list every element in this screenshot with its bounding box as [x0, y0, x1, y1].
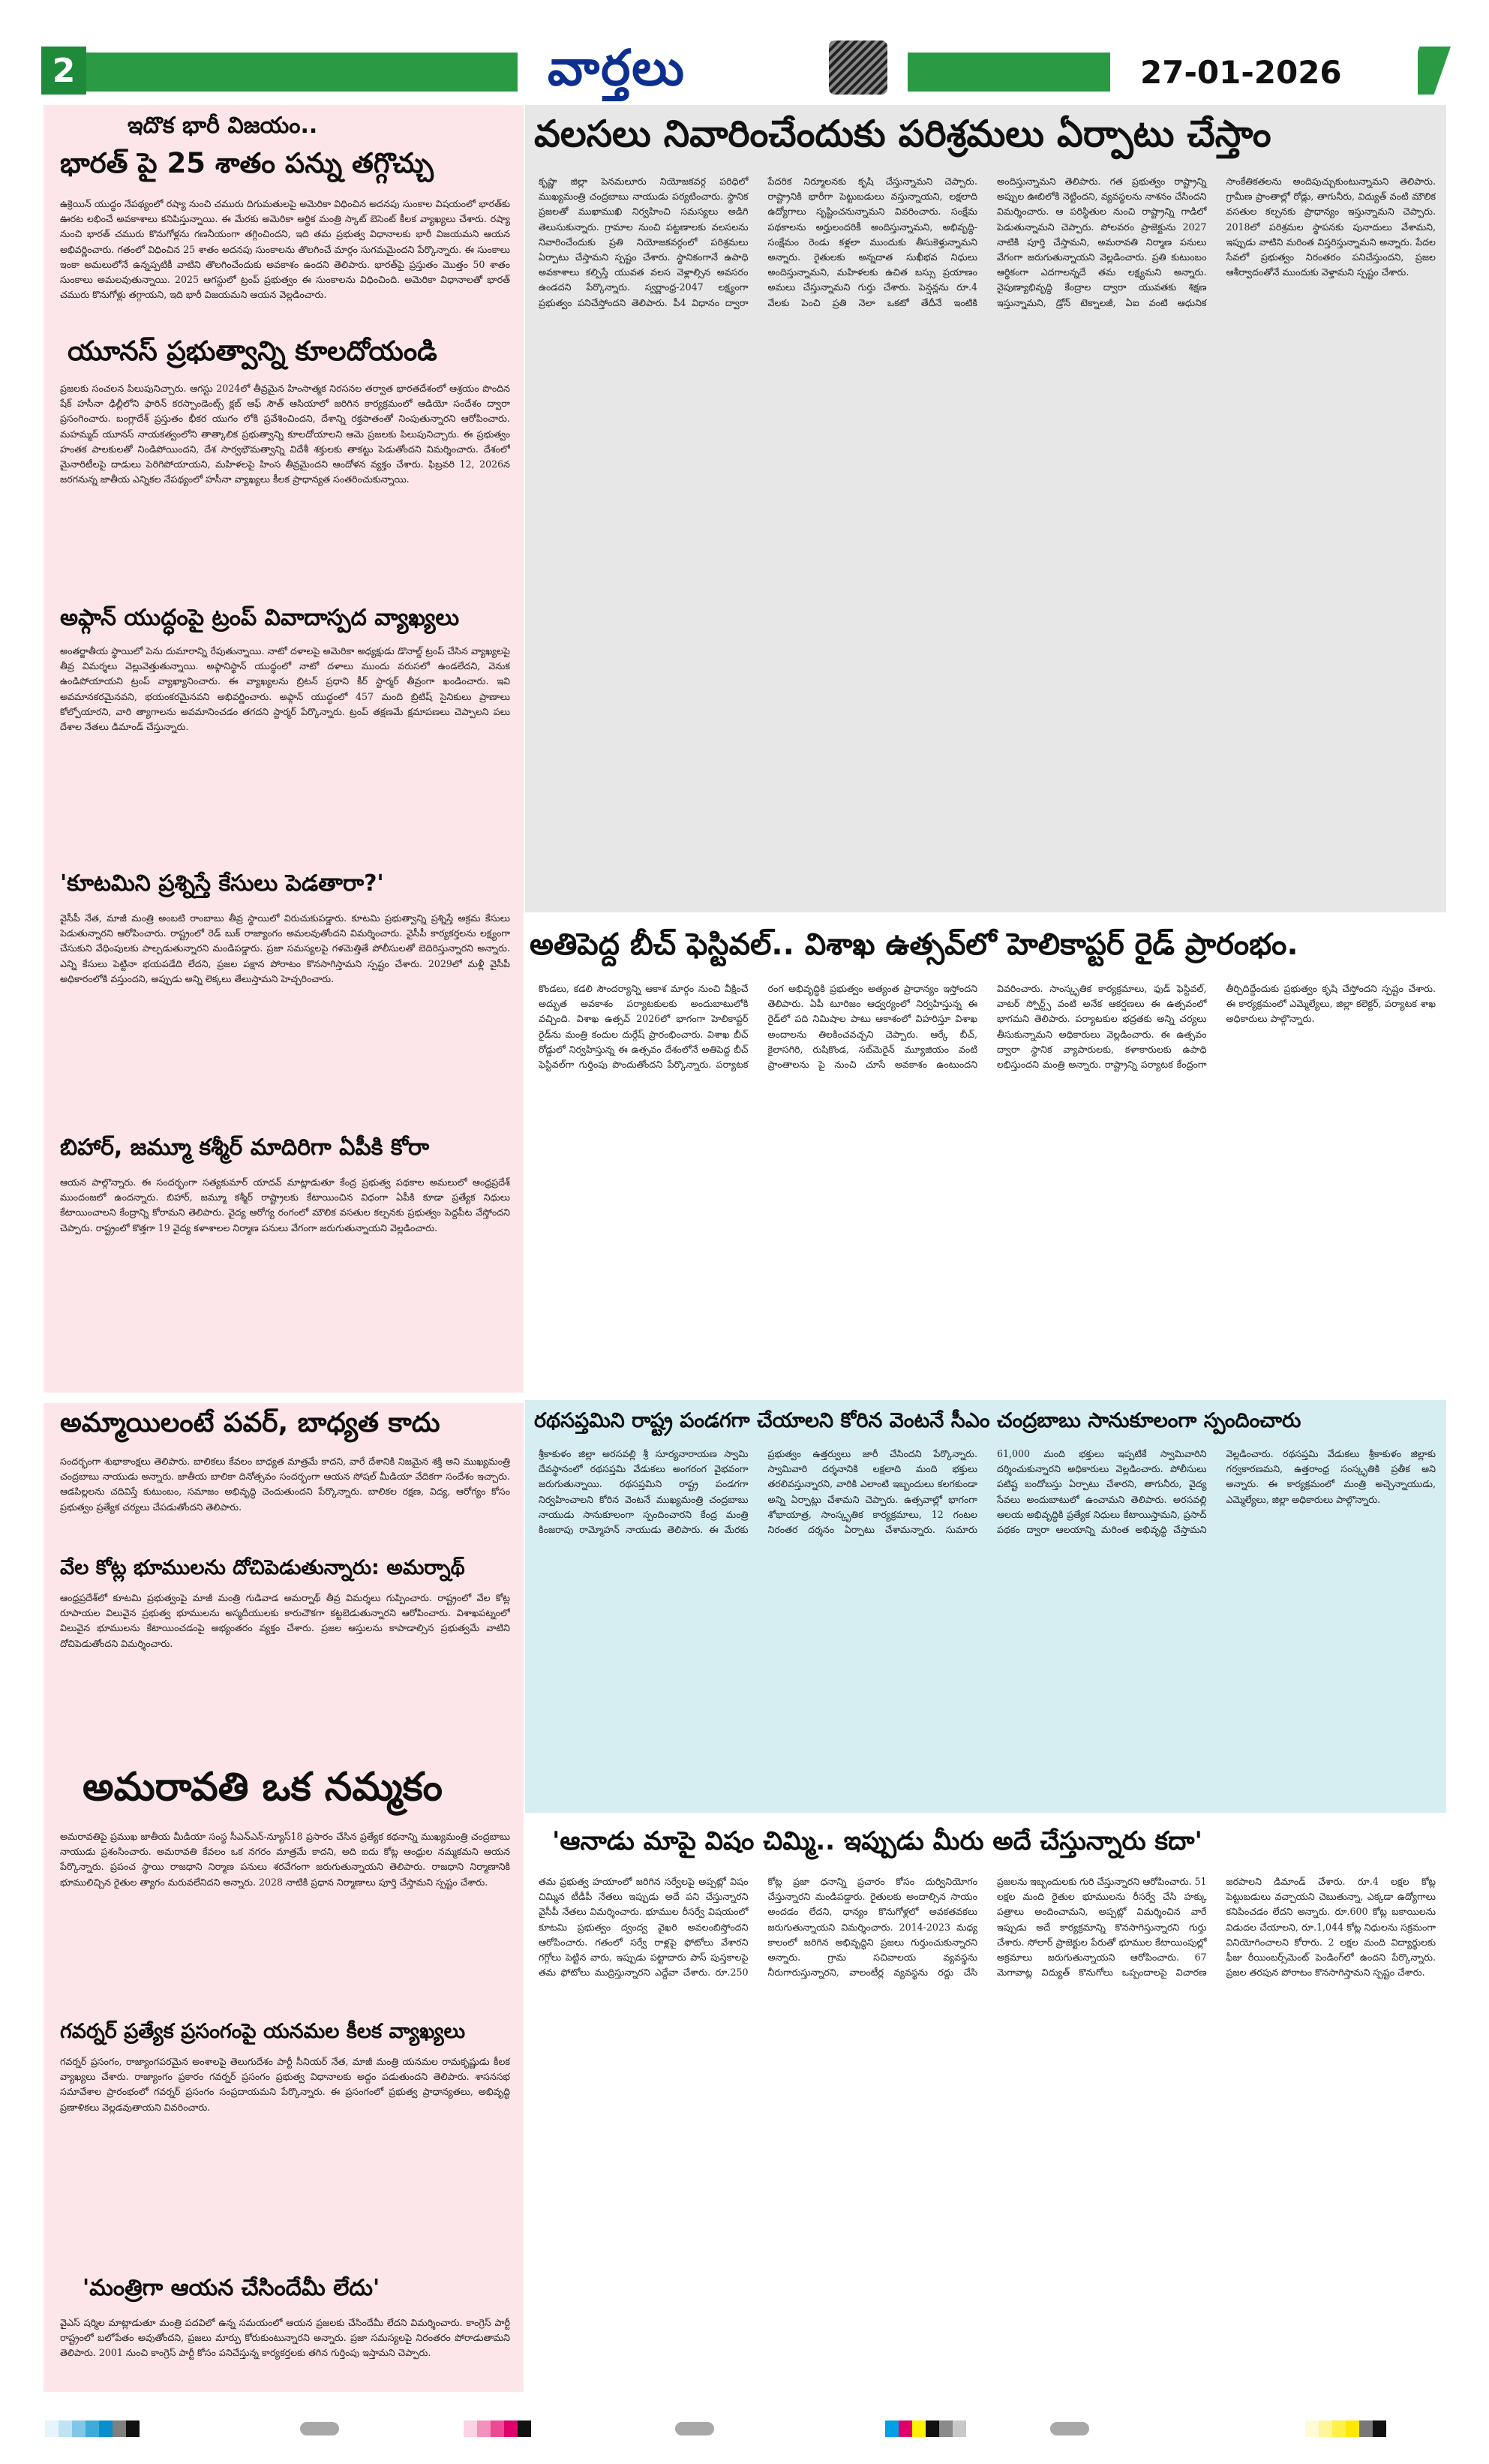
art6-body: సందర్భంగా శుభాకాంక్షలు తెలిపారు. బాలికలు కేవలం బాధ్యత మాత్రమే కాదని, వారే దేశానికి నిజమైన శక్తి అని ముఖ్యమంత్రి చంద్రబాబు నాయుడు అన్నారు. జాతీయ బాలికా దినోత్సవం సందర్భంగా ఆయన సోషల్ మీడియా వేదికగా సందేశం ఇచ్చారు. ఆడపిల్లలను చదివిస్తే కుటుంబం, సమాజం అభివృద్ధి చెందుతుందని పేర్కొన్నారు. బాలికల రక్షణ, విద్య, ఆరోగ్యం కోసం ప్రభుత్వం ప్రత్యేక చర్యలు చేపడుతోందని తెలిపారు. — [60, 1456, 510, 1513]
art8-body: అమరావతిపై ప్రముఖ జాతీయ మీడియా సంస్థ సీఎన్ఎన్-న్యూస్18 ప్రసారం చేసిన ప్రత్యేక కథనాన్ని ముఖ్యమంత్రి చంద్రబాబు నాయుడు ప్రశంసించారు. అమరావతి కేవలం ఒక నగరం మాత్రమే కాదని, అది ఐదు కోట్ల ఆంధ్రుల నమ్మకమని ఆయన పేర్కొన్నారు. ప్రపంచ స్థాయి రాజధాని నిర్మాణ పనులు శరవేగంగా జరుగుతున్నాయని తెలిపారు. రాజధాని నిర్మాణానికి భూములిచ్చిన రైతుల త్యాగం మరువలేనిదని అన్నారు. 2028 నాటికి ప్రధాన నిర్మాణాలు పూర్తి చేస్తామని స్పష్టం చేశారు. — [60, 1831, 510, 1888]
lead-body: కృష్ణా జిల్లా పెనమలూరు నియోజకవర్గ పరిధిలో ముఖ్యమంత్రి చంద్రబాబు నాయుడు పర్యటించారు. స్థానిక ప్రజలతో ముఖాముఖి నిర్వహించి సమస్యలు అడిగి తెలుసుకున్నారు. గ్రామాల నుంచి పట్టణాలకు వలసలను నివారించేందుకు ప్రతి నియోజకవర్గంలో పరిశ్రమలు ఏర్పాటు చేస్తామని స్పష్టం చేశారు. స్థానికంగానే ఉపాధి అవకాశాలు కల్పిస్తే యువత వలస వెళ్లాల్సిన అవసరం ఉండదని పేర్కొన్నారు. స్వర్ణాంధ్ర-2047 లక్ష్యంగా ప్రభుత్వం పనిచేస్తోందని తెలిపారు. పీ4 విధానం ద్వారా పేదరిక నిర్మూలనకు కృషి చేస్తున్నామని చెప్పారు. రాష్ట్రానికి భారీగా పెట్టుబడులు వస్తున్నాయని, లక్షలాది ఉద్యోగాలు సృష్టించనున్నామని వివరించారు. సంక్షేమ పథకాలను అర్హులందరికీ అందిస్తున్నామని, అభివృద్ధి-సంక్షేమం రెండు కళ్లలా ముందుకు తీసుకెళ్తున్నామని అన్నారు. రైతులకు అన్నదాత సుఖీభవ నిధులు అందిస్తున్నామని, మహిళలకు ఉచిత బస్సు ప్రయాణం అమలు చేస్తున్నామని గుర్తు చేశారు. పెన్షన్లను రూ.4 వేలకు పెంచి ప్రతి నెలా ఒకటో తేదీనే ఇంటికి అందిస్తున్నామని తెలిపారు. గత ప్రభుత్వం రాష్ట్రాన్ని అప్పుల ఊబిలోకి నెట్టిందని, వ్యవస్థలను నాశనం చేసిందని విమర్శించారు. ఆ పరిస్థితుల నుంచి రాష్ట్రాన్ని గాడిలో పెడుతున్నామని చెప్పారు. పోలవరం ప్రాజెక్టును 2027 నాటికి పూర్తి చేస్తామని, అమరావతి నిర్మాణ పనులు వేగంగా జరుగుతున్నాయని వెల్లడించారు. ప్రతి కుటుంబం ఆర్థికంగా ఎదగాలన్నదే తమ లక్ష్యమని అన్నారు. నైపుణ్యాభివృద్ధి కేంద్రాల ద్వారా యువతకు శిక్షణ ఇస్తున్నామని, డ్రోన్ టెక్నాలజీ, ఏఐ వంటి ఆధునిక సాంకేతికతలను అందిపుచ్చుకుంటున్నామని తెలిపారు. గ్రామీణ ప్రాంతాల్లో రోడ్లు, తాగునీరు, విద్యుత్ వంటి మౌలిక వసతుల కల్పనకు ప్రాధాన్యం ఇస్తున్నామని చెప్పారు. 2018లో పరిశ్రమల స్థాపనకు పునాదులు వేశామని, ఇప్పుడు వాటిని మరింత విస్తరిస్తున్నామని అన్నారు. పేదల సేవలో ప్రభుత్వం నిరంతరం పనిచేస్తుందని, ప్రజల ఆశీర్వాదంతోనే ముందుకు వెళ్తామని స్పష్టం చేశారు. — [539, 176, 1436, 308]
newspaper-logo: వార్తలు — [548, 39, 686, 97]
registration-mark — [1050, 2422, 1089, 2435]
art3-title: అఫ్గాన్ యుద్ధంపై ట్రంప్ వివాదాస్పద వ్యాఖ్యలు — [60, 605, 460, 631]
art7-body: ఆంధ్రప్రదేశ్‌లో కూటమి ప్రభుత్వంపై మాజీ మంత్రి గుడివాడ అమర్నాథ్ తీవ్ర విమర్శలు గుప్పించారు. రాష్ట్రంలో వేల కోట్ల రూపాయల విలువైన ప్రభుత్వ భూములను అస్మదీయులకు కారుచౌకగా కట్టబెడుతున్నారని ఆరోపించారు. విశాఖపట్నంలో విలువైన భూములను కేటాయించడంపై అభ్యంతరం వ్యక్తం చేశారు. ప్రజల ఆస్తులను కాపాడాల్సిన ప్రభుత్వమే వాటిని దోచిపెడుతోందని విమర్శించారు. — [60, 1592, 510, 1649]
registration-mark — [675, 2422, 714, 2435]
art9-title: గవర్నర్ ప్రత్యేక ప్రసంగంపై యనమల కీలక వ్యాఖ్యలు — [60, 2020, 466, 2043]
art5-title: బిహార్, జమ్మూ కశ్మీర్ మాదిరిగా ఏపీకి కోరా — [60, 1134, 430, 1161]
registration-mark — [300, 2422, 339, 2435]
art5-body: ఆయన పాల్గొన్నారు. ఈ సందర్భంగా సత్యకుమార్ యాదవ్ మాట్లాడుతూ కేంద్ర ప్రభుత్వ పథకాల అమలులో ఆంధ్రప్రదేశ్ ముందంజలో ఉందన్నారు. బిహార్, జమ్మూ కశ్మీర్ రాష్ట్రాలకు కేటాయించిన విధంగా ఏపీకి కూడా ప్రత్యేక నిధులు కేటాయించాలని కేంద్రాన్ని కోరామని తెలిపారు. వైద్య ఆరోగ్య రంగంలో మౌలిక వసతుల కల్పనకు ప్రభుత్వం పెద్దపీట వేస్తోందని చెప్పారు. రాష్ట్రంలో కొత్తగా 19 వైద్య కళాశాలల నిర్మాణ పనులు వేగంగా జరుగుతున్నాయని వెల్లడించారు. — [60, 1176, 510, 1234]
art1-kicker: ఇదొక భారీ విజయం.. — [128, 113, 318, 139]
art1-title: భారత్ పై 25 శాతం పన్ను తగ్గొచ్చు — [60, 147, 434, 179]
issue-date: 27-01-2026 — [1140, 54, 1342, 91]
art6-title: అమ్మాయిలంటే పవర్, బాధ్యత కాదు — [60, 1408, 440, 1438]
art2-body: ప్రజలకు సంచలన పిలుపునిచ్చారు. ఆగస్టు 2024లో తీవ్రమైన హింసాత్మక నిరసనల తర్వాత భారతదేశంలో ఆశ్రయం పొందిన షేక్ హసీనా ఢిల్లీలోని ఫారిన్ కరస్పాండెంట్స్ క్లబ్ ఆఫ్ సౌత్ ఆసియాలో జరిగిన కార్యక్రమంలో ఆడియో సందేశం ద్వారా ప్రసంగించారు. బంగ్లాదేశ్ ప్రస్తుతం భీకర యుగం లోకి ప్రవేశించిందని, దేశాన్ని రక్తపాతంతో నింపుతున్నారని ఆరోపించారు. మహమ్మద్ యూనస్ నాయకత్వంలోని తాత్కాలిక ప్రభుత్వాన్ని కూలదోయాలని ఆమె ప్రజలకు పిలుపునిచ్చారు. ఈ ప్రభుత్వం హంతక పాలకులతో నిండిపోయిందని, దేశ సార్వభౌమత్వాన్ని విదేశీ శక్తులకు తాకట్టు పెడుతోందని విమర్శించారు. దేశంలో మైనారిటీలపై దాడులు పెరిగిపోయాయని, మహిళలపై హింస తీవ్రమైందని ఆందోళన వ్యక్తం చేశారు. ఫిబ్రవరి 12, 2026న జరగనున్న జాతీయ ఎన్నికల నేపథ్యంలో హసీనా వ్యాఖ్యలు కీలక ప్రాధాన్యత సంతరించుకున్నాయి. — [60, 383, 510, 485]
festival-body: కొండలు, కడలి సౌందర్యాన్ని ఆకాశ మార్గం నుంచి వీక్షించే అద్భుత అవకాశం పర్యాటకులకు అందుబాటులోకి వచ్చింది. విశాఖ ఉత్సవ్ 2026లో భాగంగా హెలికాప్టర్ రైడ్‌ను మంత్రి కందుల దుర్గేష్ ప్రారంభించారు. విశాఖ బీచ్ రోడ్డులో నిర్వహిస్తున్న ఈ ఉత్సవం దేశంలోనే అతిపెద్ద బీచ్ ఫెస్టివల్‌గా గుర్తింపు పొందుతోందని పేర్కొన్నారు. పర్యాటక రంగ అభివృద్ధికి ప్రభుత్వం అత్యంత ప్రాధాన్యం ఇస్తోందని తెలిపారు. ఏపీ టూరిజం ఆధ్వర్యంలో నిర్వహిస్తున్న ఈ రైడ్‌లో పది నిమిషాల పాటు ఆకాశంలో విహరిస్తూ విశాఖ అందాలను తిలకించవచ్చని చెప్పారు. ఆర్కే బీచ్, కైలాసగిరి, రుషికొండ, సబ్‌మెరైన్ మ్యూజియం వంటి ప్రాంతాలను పై నుంచి చూసే అవకాశం ఉంటుందని వివరించారు. సాంస్కృతిక కార్యక్రమాలు, ఫుడ్ ఫెస్టివల్, వాటర్ స్పోర్ట్స్ వంటి అనేక ఆకర్షణలు ఈ ఉత్సవంలో భాగమని తెలిపారు. పర్యాటకుల భద్రతకు అన్ని చర్యలు తీసుకున్నామని అధికారులు వెల్లడించారు. ఈ ఉత్సవం ద్వారా స్థానిక వ్యాపారులకు, కళాకారులకు ఉపాధి లభిస్తుందని మంత్రి అన్నారు. రాష్ట్రాన్ని పర్యాటక కేంద్రంగా తీర్చిదిద్దేందుకు ప్రభుత్వం కృషి చేస్తోందని స్పష్టం చేశారు. ఈ కార్యక్రమంలో ఎమ్మెల్యేలు, జిల్లా కలెక్టర్, పర్యాటక శాఖ అధికారులు పాల్గొన్నారు. — [539, 983, 1436, 1071]
art10-body: వైఎస్ షర్మిల మాట్లాడుతూ మంత్రి పదవిలో ఉన్న సమయంలో ఆయన ప్రజలకు చేసిందేమీ లేదని విమర్శించారు. కాంగ్రెస్ పార్టీ రాష్ట్రంలో బలోపేతం అవుతోందని, ప్రజలు మార్పు కోరుకుంటున్నారని అన్నారు. ప్రజా సమస్యలపై నిరంతరం పోరాడుతామని తెలిపారు. 2001 నుంచి కాంగ్రెస్ పార్టీ కోసం పనిచేస్తున్న కార్యకర్తలకు తగిన గుర్తింపు ఇస్తామని చెప్పారు. — [60, 2317, 510, 2359]
art2-title: యూనస్ ప్రభుత్వాన్ని కూలదోయండి — [68, 336, 437, 367]
page-number: 2 — [41, 47, 86, 95]
rathasaptami-title: రథసప్తమిని రాష్ట్ర పండగగా చేయాలని కోరిన వెంటనే సీఎం చంద్రబాబు సానుకూలంగా స్పందించారు — [534, 1409, 1301, 1432]
lead-title: వలసలు నివారించేందుకు పరిశ్రమలు ఏర్పాటు చేస్తాం — [534, 113, 1271, 155]
newspaper-logo-emblem-icon — [829, 41, 887, 95]
art10-title: 'మంత్రిగా ఆయన చేసిందేమీ లేదు' — [83, 2275, 380, 2301]
color-bar-mid2 — [885, 2420, 966, 2437]
art7-title: వేల కోట్ల భూములను దోచిపెడుతున్నారు: అమర్నాథ్ — [60, 1556, 465, 1579]
art8-title: అమరావతి ఒక నమ్మకం — [83, 1765, 443, 1810]
art4-body: వైసీపీ నేత, మాజీ మంత్రి అంబటి రాంబాబు తీవ్ర స్థాయిలో విరుచుకుపడ్డారు. కూటమి ప్రభుత్వాన్ని ప్రశ్నిస్తే అక్రమ కేసులు పెడుతున్నారని ఆరోపించారు. రాష్ట్రంలో రెడ్ బుక్ రాజ్యాంగం అమలవుతోందని విమర్శించారు. వైసీపీ కార్యకర్తలను లక్ష్యంగా చేసుకుని వేధింపులకు పాల్పడుతున్నారని మండిపడ్డారు. ప్రజా సమస్యలపై గళమెత్తితే పోలీసులతో బెదిరిస్తున్నారని అన్నారు. ఎన్ని కేసులు పెట్టినా భయపడేది లేదని, ప్రజల పక్షాన పోరాటం కొనసాగిస్తామని స్పష్టం చేశారు. 2029లో మళ్లీ వైసీపీ అధికారంలోకి వస్తుందని, అప్పుడు అన్ని లెక్కలు తేలుస్తామని హెచ్చరించారు. — [60, 912, 510, 984]
art3-body: అంతర్జాతీయ స్థాయిలో పెను దుమారాన్ని రేపుతున్నాయి. నాటో దళాలపై అమెరికా అధ్యక్షుడు డొనాల్డ్ ట్రంప్ చేసిన వ్యాఖ్యలపై తీవ్ర విమర్శలు వెల్లువెత్తుతున్నాయి. అఫ్గానిస్థాన్ యుద్ధంలో నాటో దళాలు ముందు వరుసలో ఉండలేదని, వెనుక ఉండిపోయాయని ట్రంప్ వ్యాఖ్యానించారు. ఈ వ్యాఖ్యలను బ్రిటన్ ప్రధాని కీర్ స్టార్మర్ తీవ్రంగా ఖండించారు. ఇవి అవమానకరమైనవని, భయంకరమైనవని అభివర్ణించారు. అఫ్గాన్ యుద్ధంలో 457 మంది బ్రిటిష్ సైనికులు ప్రాణాలు కోల్పోయారని, వారి త్యాగాలను అవమానించడం తగదని స్టార్మర్ పేర్కొన్నారు. ట్రంప్ తక్షణమే క్షమాపణలు చెప్పాలని పలు దేశాల నేతలు డిమాండ్ చేస్తున్నారు. — [60, 645, 510, 733]
bottom-title: 'ఆనాడు మాపై విషం చిమ్మి.. ఇప్పుడు మీరు అదే చేస్తున్నారు కదా' — [552, 1826, 1202, 1856]
color-bar-left — [45, 2420, 140, 2437]
art4-title: 'కూటమిని ప్రశ్నిస్తే కేసులు పెడతారా?' — [60, 870, 384, 897]
art1-body: ఉక్రెయిన్ యుద్ధం నేపథ్యంలో రష్యా నుంచి చమురు దిగుమతులపై అమెరికా విధించిన అదనపు సుంకాల విషయంలో భారత్‌కు ఊరట లభించే అవకాశాలు కనిపిస్తున్నాయి. ఈ మేరకు అమెరికా ఆర్థిక మంత్రి స్కాట్ బెసెంట్ కీలక వ్యాఖ్యలు చేశారు. రష్యా నుంచి భారత్ చమురు కొనుగోళ్లను గణనీయంగా తగ్గించిందని, ఇది తమ ప్రభుత్వ విధానాలకు భారీ విజయమని ఆయన అభివర్ణించారు. గతంలో విధించిన 25 శాతం అదనపు సుంకాలను తొలగించే మార్గం సుగమమైందని పేర్కొన్నారు. ఈ సుంకాలు ఇంకా అమలులోనే ఉన్నప్పటికీ వాటిని తొలగించేందుకు అవకాశం ఉందని తెలిపారు. భారత్‌పై ప్రస్తుతం మొత్తం 50 శాతం సుంకాలు అమలవుతున్నాయి. 2025 ఆగస్టులో ట్రంప్ ప్రభుత్వం ఈ సుంకాలను విధించింది. అమెరికా విధానాలతో భారత్ చమురు కొనుగోళ్లు తగ్గాయని, ఇది భారీ విజయమని ఆయన వెల్లడించారు. — [60, 198, 510, 301]
bottom-body: తమ ప్రభుత్వ హయాంలో జరిగిన సర్వేలపై అప్పట్లో విషం చిమ్మిన టీడీపీ నేతలు ఇప్పుడు అదే పని చేస్తున్నారని వైసీపీ నేతలు విమర్శించారు. భూముల రీసర్వే విషయంలో కూటమి ప్రభుత్వం ద్వంద్వ వైఖరి అవలంబిస్తోందని ఆరోపించారు. గతంలో సర్వే రాళ్లపై ఫోటోలు వేశారని గగ్గోలు పెట్టిన వారు, ఇప్పుడు పట్టాదారు పాస్ పుస్తకాలపై తమ ఫోటోలు ముద్రిస్తున్నారని ఎద్దేవా చేశారు. రూ.250 కోట్ల ప్రజా ధనాన్ని ప్రచారం కోసం దుర్వినియోగం చేస్తున్నారని మండిపడ్డారు. రైతులకు అందాల్సిన సాయం అందడం లేదని, ధాన్యం కొనుగోళ్లలో అవకతవకలు జరుగుతున్నాయని విమర్శించారు. 2014-2023 మధ్య కాలంలో జరిగిన అభివృద్ధిని ప్రజలు గుర్తుంచుకున్నారని అన్నారు. గ్రామ సచివాలయ వ్యవస్థను నీరుగారుస్తున్నారని, వాలంటీర్ల వ్యవస్థను రద్దు చేసి ప్రజలను ఇబ్బందులకు గురి చేస్తున్నారని ఆరోపించారు. 51 లక్షల మంది రైతుల భూములను రీసర్వే చేసి హక్కు పత్రాలు అందించామని, అప్పట్లో విమర్శించిన వారే ఇప్పుడు అదే కార్యక్రమాన్ని కొనసాగిస్తున్నారని గుర్తు చేశారు. సోలార్ ప్రాజెక్టుల పేరుతో భూముల కేటాయింపుల్లో అక్రమాలు జరుగుతున్నాయని ఆరోపించారు. 67 మెగావాట్ల విద్యుత్ కొనుగోలు ఒప్పందాలపై విచారణ జరపాలని డిమాండ్ చేశారు. రూ.4 లక్షల కోట్ల పెట్టుబడులు వచ్చాయని చెబుతున్నా, ఎక్కడా ఉద్యోగాలు కనిపించడం లేదని అన్నారు. రూ.600 కోట్ల బకాయిలను విడుదల చేయాలని, రూ.1,044 కోట్ల నిధులను సక్రమంగా వినియోగించాలని కోరారు. 2 లక్షల మంది విద్యార్థులకు ఫీజు రీయింబర్స్‌మెంట్ పెండింగ్‌లో ఉందని పేర్కొన్నారు. ప్రజల తరపున పోరాటం కొనసాగిస్తామని స్పష్టం చేశారు. — [539, 1876, 1436, 1979]
rathasaptami-body: శ్రీకాకుళం జిల్లా అరసవల్లి శ్రీ సూర్యనారాయణ స్వామి దేవస్థానంలో రథసప్తమి వేడుకలు అంగరంగ వైభవంగా జరుగుతున్నాయి. రథసప్తమిని రాష్ట్ర పండగగా నిర్వహించాలని కోరిన వెంటనే ముఖ్యమంత్రి చంద్రబాబు నాయుడు సానుకూలంగా స్పందించారని కేంద్ర మంత్రి కింజరాపు రామ్మోహన్ నాయుడు తెలిపారు. ఈ మేరకు ప్రభుత్వం ఉత్తర్వులు జారీ చేసిందని పేర్కొన్నారు. స్వామివారి దర్శనానికి లక్షలాది మంది భక్తులు తరలివస్తున్నారని, వారికి ఎలాంటి ఇబ్బందులు కలగకుండా అన్ని ఏర్పాట్లు చేశామని చెప్పారు. ఉత్సవాల్లో భాగంగా శోభాయాత్ర, సాంస్కృతిక కార్యక్రమాలు, 12 గంటల నిరంతర దర్శనం ఏర్పాటు చేశామన్నారు. సుమారు 61,000 మంది భక్తులు ఇప్పటికే స్వామివారిని దర్శించుకున్నారని అధికారులు వెల్లడించారు. పోలీసులు పటిష్ట బందోబస్తు ఏర్పాటు చేశారని, తాగునీరు, వైద్య సేవలు అందుబాటులో ఉంచామని తెలిపారు. అరసవల్లి ఆలయ అభివృద్ధికి ప్రత్యేక నిధులు కేటాయిస్తామని, ప్రసాద్ పథకం ద్వారా ఆలయాన్ని మరింత అభివృద్ధి చేస్తామని వెల్లడించారు. రథసప్తమి వేడుకలు శ్రీకాకుళం జిల్లాకు గర్వకారణమని, ఉత్తరాంధ్ర సంస్కృతికి ప్రతీక అని అన్నారు. ఈ కార్యక్రమంలో మంత్రి అచ్చెన్నాయుడు, ఎమ్మెల్యేలు, జిల్లా అధికారులు పాల్గొన్నారు. — [539, 1448, 1436, 1536]
festival-title: అతిపెద్ద బీచ్ ఫెస్టివల్.. విశాఖ ఉత్సవ్‌లో హెలికాప్టర్ రైడ్ ప్రారంభం. — [530, 927, 1298, 962]
color-bar-right — [1305, 2420, 1386, 2437]
art9-body: గవర్నర్ ప్రసంగం, రాజ్యాంగపరమైన అంశాలపై తెలుగుదేశం పార్టీ సీనియర్ నేత, మాజీ మంత్రి యనమల రామకృష్ణుడు కీలక వ్యాఖ్యలు చేశారు. రాజ్యాంగం ప్రకారం గవర్నర్ ప్రసంగం ప్రభుత్వ విధానాలకు అద్దం పడుతుందని తెలిపారు. శాసనసభ సమావేశాల ప్రారంభంలో గవర్నర్ ప్రసంగం సంప్రదాయమని పేర్కొన్నారు. ఈ ప్రసంగంలో ప్రభుత్వ ప్రాధాన్యతలు, అభివృద్ధి ప్రణాళికలు వెల్లడవుతాయని వివరించారు. — [60, 2056, 510, 2113]
color-bar-mid1 — [450, 2420, 531, 2437]
